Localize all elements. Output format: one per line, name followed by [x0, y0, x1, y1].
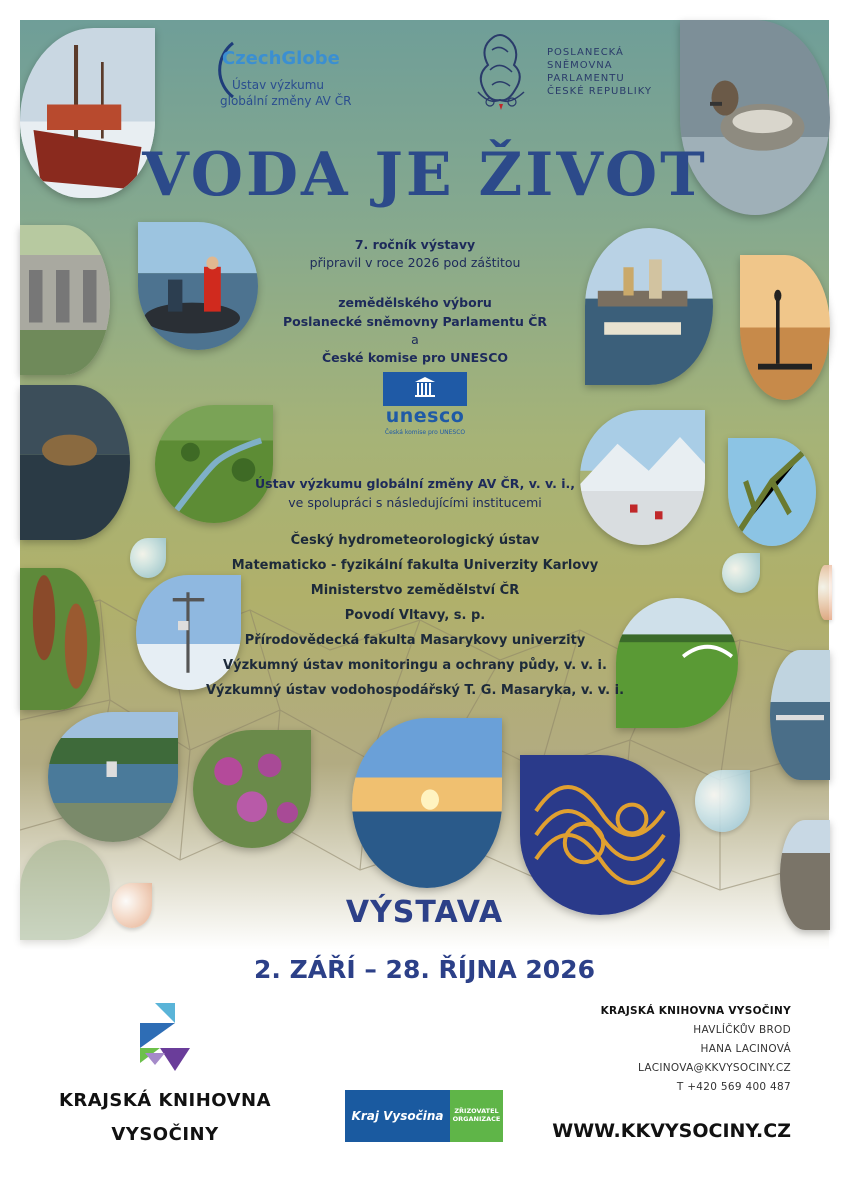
photo-drop-dam [20, 225, 110, 375]
partner-item: Povodí Vltavy, s. p. [344, 608, 486, 623]
patron-chamber: Poslanecké sněmovny Parlamentu ČR [282, 314, 548, 329]
library-name-line-2: VYSOČINY [111, 1124, 219, 1145]
czechglobe-subtitle-1: Ústav výzkumu [232, 78, 324, 92]
water-bead [130, 538, 166, 578]
website-link[interactable]: WWW.KKVYSOCINY.CZ [552, 1120, 791, 1142]
kraj-tag-line-2: ORGANIZACE [452, 1115, 501, 1123]
contact-email[interactable]: LACINOVA@KKVYSOCINY.CZ [638, 1062, 791, 1074]
photo-drop-fluid-swirl [520, 755, 680, 915]
photo-drop-branches [728, 438, 816, 546]
czechglobe-name: CzechGlobe [222, 48, 340, 69]
photo-drop-sorghum [20, 568, 100, 710]
edition-line: 7. ročník výstavy [354, 237, 476, 252]
patron-committee: zemědělského výboru [338, 295, 492, 310]
poster-title: VODA JE ŽIVOT [142, 140, 708, 210]
parliament-line-1: POSLANECKÁ [547, 47, 624, 58]
unesco-temple-icon [383, 372, 467, 406]
library-name-line-1: KRAJSKÁ KNIHOVNA [58, 1090, 272, 1111]
parliament-line-3: PARLAMENTU [547, 73, 625, 84]
contact-city: HAVLÍČKŮV BROD [693, 1024, 791, 1036]
parliament-line-4: ČESKÉ REPUBLIKY [547, 86, 653, 97]
partner-item: Český hydrometeorologický ústav [290, 533, 540, 548]
contact-phone: T +420 569 400 487 [676, 1081, 791, 1093]
photo-drop-paddleboard-sunset [740, 255, 830, 400]
event-label: VÝSTAVA [345, 895, 504, 930]
partner-item: Přírodovědecká fakulta Masarykovy univerzity [244, 633, 586, 648]
organizer-name: Ústav výzkumu globální změny AV ČR, v. v. i., [255, 476, 575, 491]
kraj-tag-line-1: ZŘIZOVATEL [454, 1107, 499, 1115]
kraj-tag [450, 1090, 503, 1142]
water-bead [722, 553, 760, 593]
czechglobe-subtitle-2: globální změny AV ČR [220, 94, 352, 108]
contact-block [601, 1002, 791, 1097]
kraj-vysocina-logo [345, 1090, 503, 1142]
library-logo-icon [130, 1003, 190, 1071]
parliament-lion-emblem-icon [470, 30, 532, 112]
patron-unesco: České komise pro UNESCO [321, 350, 509, 365]
contact-person: HANA LACINOVÁ [700, 1043, 791, 1055]
parliament-name [547, 46, 652, 98]
partner-list [180, 528, 650, 703]
photo-drop-rock-water [20, 385, 130, 540]
parliament-line-2: SNĚMOVNA [547, 60, 613, 71]
event-dates: 2. ZÁŘÍ – 28. ŘÍJNA 2026 [254, 955, 595, 984]
unesco-word: unesco [385, 405, 465, 427]
water-bead [695, 770, 750, 832]
and-line: a [411, 332, 419, 347]
photo-drop-harbor [770, 650, 830, 780]
partner-item: Matematicko - fyzikální fakulta Univerzity Karlovy [231, 558, 599, 573]
photo-drop-reservoir [48, 712, 178, 842]
organizer-cooperation: ve spolupráci s následujícími institucemi [288, 495, 542, 510]
kraj-name: Kraj Vysočina [345, 1090, 450, 1142]
unesco-logo [383, 372, 467, 442]
photo-drop-sea-sunset [352, 718, 502, 888]
partner-item: Ministerstvo zemědělství ČR [310, 583, 520, 598]
prepared-line: připravil v roce 2026 pod záštitou [309, 255, 521, 270]
partner-item: Výzkumný ústav monitoringu a ochrany půdy, v. v. i. [223, 658, 607, 673]
contact-org: KRAJSKÁ KNIHOVNA VYSOČINY [600, 1005, 791, 1017]
water-bead [818, 565, 832, 620]
partner-item: Výzkumný ústav vodohospodářský T. G. Masaryka, v. v. i. [205, 683, 625, 698]
unesco-caption: Česká komise pro UNESCO [384, 429, 466, 436]
photo-drop-thistles [193, 730, 311, 848]
